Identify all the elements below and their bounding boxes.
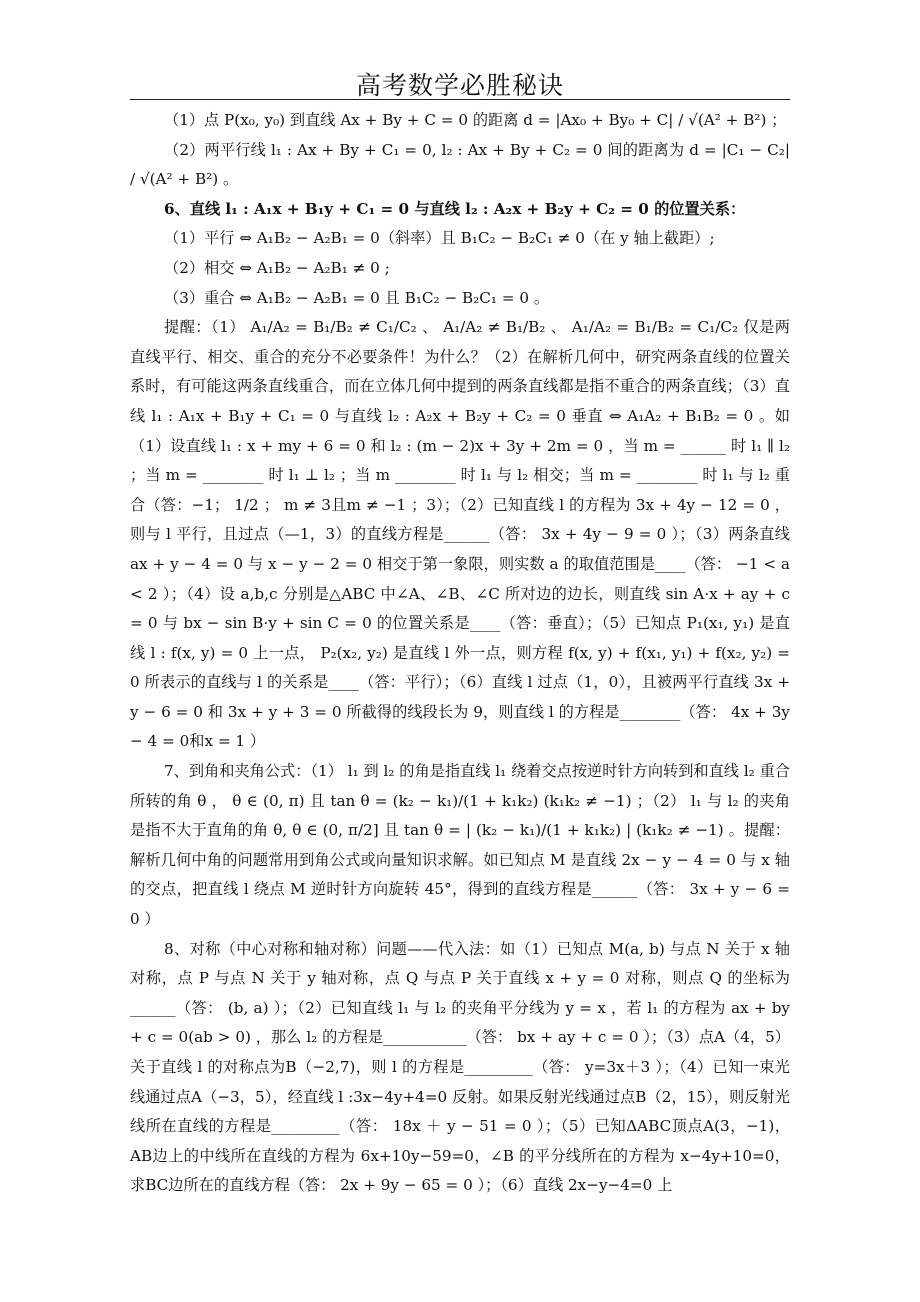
paragraph-reminder-examples: 提醒：（1） A₁/A₂ = B₁/B₂ ≠ C₁/C₂ 、 A₁/A₂ ≠ B₁/B₂ 、 A₁/A₂ = B₁/B₂ = C₁/C₂ 仅是两直线平行、相交、重合的充分不必要条件！为什么？（2）在解析几何中，研究两条直线的位置关系时，有可能这两条直线重合，而在立体几何中提到的两条直线都是指不重合的两条直线；（3）直线 l₁ : A₁x + B₁y + C₁ = 0 与直线 l₂ : A₂x + B₂y + C₂ = 0 垂直 ⇔ A₁A₂ + B₁B₂ = 0 。如（1）设直线 l₁ : x + my + 6 = 0 和 l₂ : (m − 2)x + 3y + 2m = 0 ，当 m = ______ 时 l₁ ∥ l₂ ；当 m = ________ 时 l₁ ⊥ l₂ ；当 m ________ 时 l₁ 与 l₂ 相交；当 m = ________ 时 l₁ 与 l₂ 重合（答：−1； 1/2 ； m ≠ 3且m ≠ −1 ；3）；（2）已知直线 l 的方程为 3x + 4y − 12 = 0 ，则与 l 平行，且过点（—1，3）的直线方程是______（答： 3x + 4y − 9 = 0 ）；（3）两条直线 ax + y − 4 = 0 与 x − y − 2 = 0 相交于第一象限，则实数 a 的取值范围是____（答： −1 < a < 2 ）；（4）设 a,b,c 分别是△ABC 中∠A、∠B、∠C 所对边的边长，则直线 sin A·x + ay + c = 0 与 bx − sin B·y + sin C = 0 的位置关系是____（答：垂直）；（5）已知点 P₁(x₁, y₁) 是直线 l : f(x, y) = 0 上一点， P₂(x₂, y₂) 是直线 l 外一点，则方程 f(x, y) + f(x₁, y₁) + f(x₂, y₂) = 0 所表示的直线与 l 的关系是____（答：平行）；（6）直线 l 过点（1，0），且被两平行直线 3x + y − 6 = 0 和 3x + y + 3 = 0 所截得的线段长为 9，则直线 l 的方程是________（答： 4x + 3y − 4 = 0和x = 1 ） <box>130 318 790 751</box>
paragraph-symmetry-problems: 8、对称（中心对称和轴对称）问题——代入法：如（1）已知点 M(a, b) 与点 N 关于 x 轴对称，点 P 与点 N 关于 y 轴对称，点 Q 与点 P 关于直线 x + y = 0 对称，则点 Q 的坐标为______（答： (b, a) ）；（2）已知直线 l₁ 与 l₂ 的夹角平分线为 y = x ，若 l₁ 的方程为 ax + by + c = 0(ab > 0) ，那么 l₂ 的方程是___________（答： bx + ay + c = 0 ）；（3）点A（4，5）关于直线 l 的对称点为B（−2,7)，则 l 的方程是_________（答： y=3x＋3 ）；（4）已知一束光线通过点A（−3，5），经直线 l :3x−4y+4=0 反射。如果反射光线通过点B（2，15），则反射光线所在直线的方程是_________（答： 18x ＋ y − 51 = 0 ）；（5）已知ΔABC顶点A(3，−1)，AB边上的中线所在直线的方程为 6x+10y−59=0，∠B 的平分线所在的方程为 x−4y+10=0，求BC边所在的直线方程（答： 2x + 9y − 65 = 0 ）；（6）直线 2x−y−4=0 上 <box>130 939 790 1195</box>
section-heading-line-relations: 6、直线 l₁ : A₁x + B₁y + C₁ = 0 与直线 l₂ : A₂x + B₂y + C₂ = 0 的位置关系： <box>164 199 746 218</box>
paragraph-coincide-condition: （3）重合 ⇔ A₁B₂ − A₂B₁ = 0 且 B₁C₂ − B₂C₁ = 0 。 <box>164 288 550 307</box>
paragraph-parallel-condition: （1）平行 ⇔ A₁B₂ − A₂B₁ = 0（斜率）且 B₁C₂ − B₂C₁ ≠ 0（在 y 轴上截距）; <box>164 229 715 248</box>
paragraph-intersect-condition: （2）相交 ⇔ A₁B₂ − A₂B₁ ≠ 0 ; <box>164 258 390 277</box>
header-divider <box>130 99 790 100</box>
page-header-title: 高考数学必胜秘诀 <box>355 71 564 100</box>
document-body <box>130 106 790 1201</box>
paragraph-parallel-line-distance: （2）两平行线 l₁ : Ax + By + C₁ = 0, l₂ : Ax + By + C₂ = 0 间的距离为 d = |C₁ − C₂| / √(A² + B²) 。 <box>130 140 790 189</box>
paragraph-point-line-distance: （1）点 P(x₀, y₀) 到直线 Ax + By + C = 0 的距离 d = |Ax₀ + By₀ + C| / √(A² + B²) ； <box>164 111 787 129</box>
paragraph-angle-formulas: 7、到角和夹角公式：（1） l₁ 到 l₂ 的角是指直线 l₁ 绕着交点按逆时针方向转到和直线 l₂ 重合所转的角 θ ， θ ∈ (0, π) 且 tan θ = (k₂ − k₁)/(1 + k₁k₂) (k₁k₂ ≠ −1) ；（2） l₁ 与 l₂ 的夹角是指不大于直角的角 θ, θ ∈ (0, π/2] 且 tan θ = | (k₂ − k₁)/(1 + k₁k₂) | (k₁k₂ ≠ −1) 。提醒：解析几何中角的问题常用到角公式或向量知识求解。如已知点 M 是直线 2x − y − 4 = 0 与 x 轴的交点，把直线 l 绕点 M 逆时针方向旋转 45°，得到的直线方程是______（答： 3x + y − 6 = 0 ） <box>130 762 790 929</box>
